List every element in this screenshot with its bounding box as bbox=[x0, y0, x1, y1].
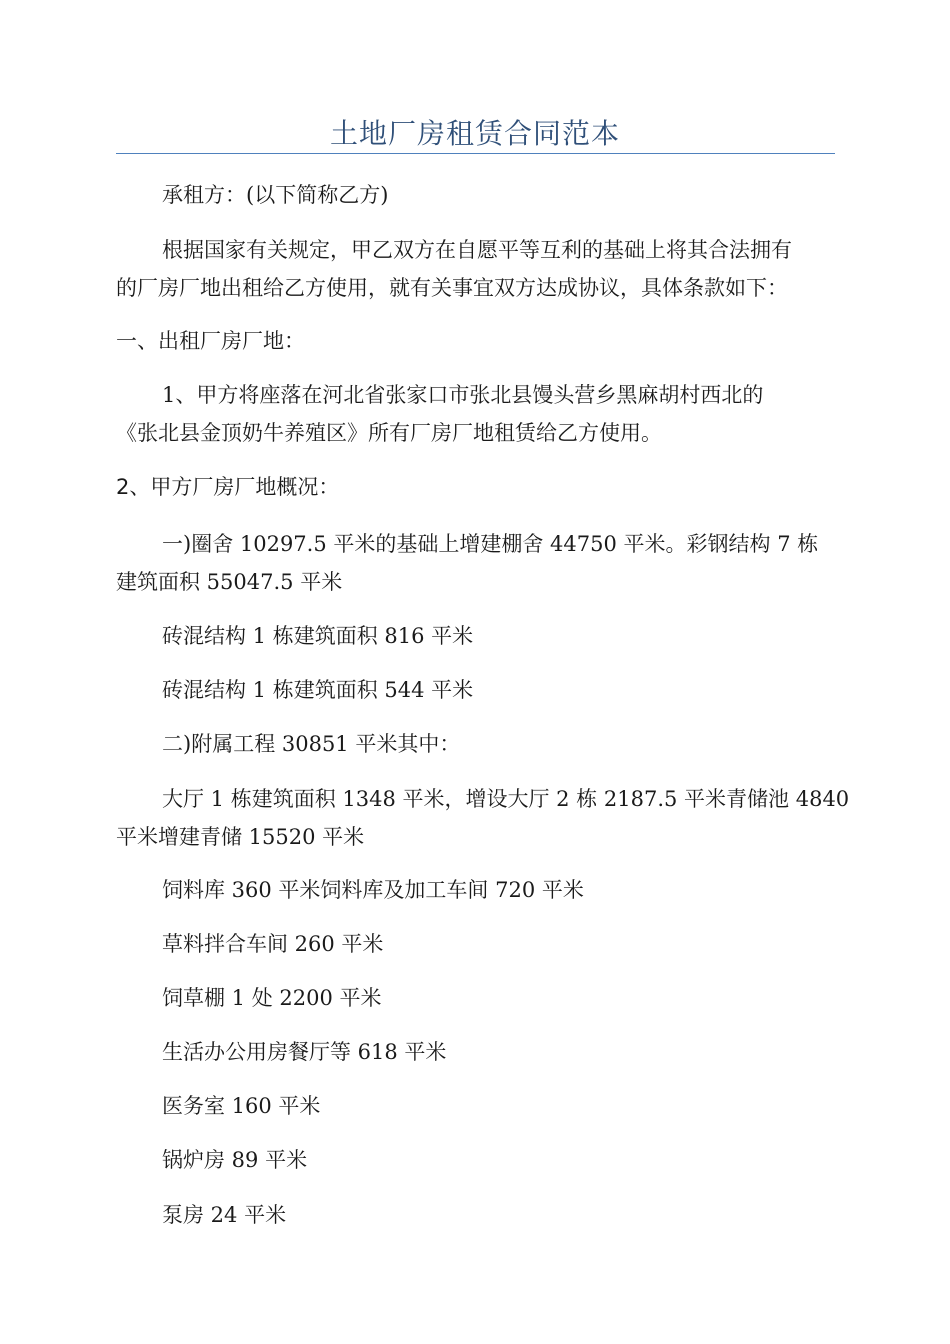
hall-line-1: 大厅 1 栋建筑面积 1348 平米，增设大厅 2 栋 2187.5 平米青储池 4840 bbox=[162, 787, 850, 811]
document-title: 土地厂房租赁合同范本 bbox=[329, 117, 620, 150]
clause-2-text: 、甲方厂房厂地概况： bbox=[129, 475, 340, 499]
brick-structure-line-1: 砖混结构 1 栋建筑面积 816 平米 bbox=[162, 624, 474, 648]
office-housing-line: 生活办公用房餐厅等 618 平米 bbox=[162, 1040, 447, 1064]
title-underline bbox=[116, 153, 835, 154]
intro-line-1: 根据国家有关规定，甲乙双方在自愿平等互利的基础上将其合法拥有 bbox=[162, 238, 792, 262]
brick-structure-line-2: 砖混结构 1 栋建筑面积 544 平米 bbox=[162, 678, 474, 702]
clause-2-heading bbox=[116, 468, 835, 506]
clinic-line: 医务室 160 平米 bbox=[162, 1094, 321, 1118]
item-1-line-2: 建筑面积 55047.5 平米 bbox=[116, 570, 343, 594]
pump-room-line: 泵房 24 平米 bbox=[162, 1203, 287, 1227]
item-2-heading: 二)附属工程 30851 平米其中： bbox=[162, 732, 461, 756]
lessee-line: 承租方：(以下简称乙方) bbox=[162, 183, 389, 207]
intro-paragraph bbox=[116, 231, 835, 307]
clause-1-line-1: 1、甲方将座落在河北省张家口市张北县馒头营乡黑麻胡村西北的 bbox=[162, 383, 764, 407]
feed-storage-line: 饲料库 360 平米饲料库及加工车间 720 平米 bbox=[162, 878, 584, 902]
section-heading-1: 一、出租厂房厂地： bbox=[116, 329, 305, 353]
item-1-paragraph bbox=[116, 525, 835, 601]
intro-line-2: 的厂房厂地出租给乙方使用，就有关事宜双方达成协议，具体条款如下： bbox=[116, 276, 788, 300]
hall-paragraph bbox=[116, 780, 850, 856]
forage-shed-line: 饲草棚 1 处 2200 平米 bbox=[162, 986, 382, 1010]
clause-2-number: 2 bbox=[116, 475, 130, 499]
clause-1-paragraph bbox=[116, 376, 835, 452]
clause-1-line-2: 《张北县金顶奶牛养殖区》所有厂房厂地租赁给乙方使用。 bbox=[116, 421, 662, 445]
boiler-room-line: 锅炉房 89 平米 bbox=[162, 1148, 308, 1172]
mixing-workshop-line: 草料拌合车间 260 平米 bbox=[162, 932, 384, 956]
item-1-line-1: 一)圈舍 10297.5 平米的基础上增建棚舍 44750 平米。彩钢结构 7 栋 bbox=[162, 532, 819, 556]
hall-line-2: 平米增建青储 15520 平米 bbox=[116, 825, 365, 849]
